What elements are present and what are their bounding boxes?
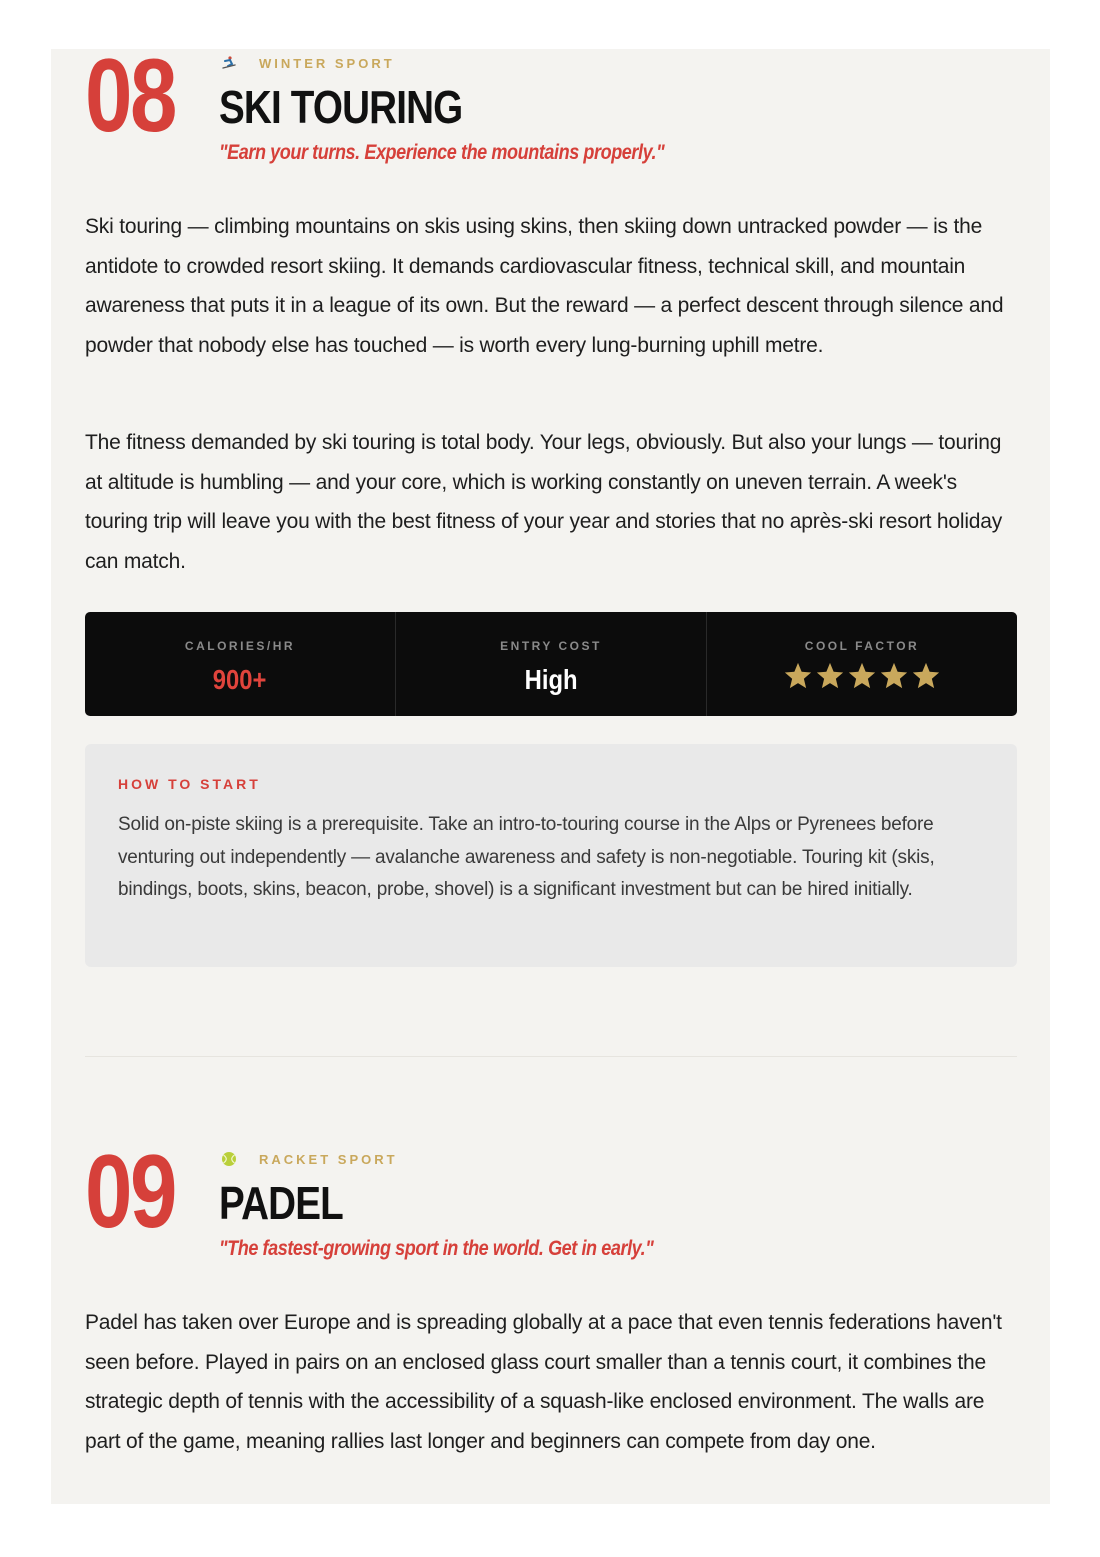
sport-title: PADEL <box>219 1177 343 1229</box>
sport-tagline: "Earn your turns. Experience the mountains properly." <box>219 141 665 164</box>
skier-icon <box>219 53 239 73</box>
category-label: RACKET SPORT <box>259 1151 398 1167</box>
star-rating <box>783 661 941 691</box>
section-number: 09 <box>85 1134 175 1250</box>
star-icon <box>847 661 877 691</box>
how-to-start-text: Solid on-piste skiing is a prerequisite. Take an intro-to-touring course in the Alps or Pyrenees before venturing out independently — avalanche awareness and safety is non-negotiable. Touring kit (skis, bindings, boots, skins, beacon, probe, shovel) is a significant investment but can be hired initially. <box>118 814 935 900</box>
section-header <box>219 53 979 165</box>
star-icon <box>815 661 845 691</box>
star-icon <box>783 661 813 691</box>
body-paragraph: Padel has taken over Europe and is spreading globally at a pace that even tennis federations haven't seen before. Played in pairs on an enclosed glass court smaller than a tennis court, it combines the strategic depth of tennis with the accessibility of a squash-like enclosed environment. The walls are part of the game, meaning rallies last longer and beginners can compete from day one. <box>85 1311 1002 1453</box>
stat-label: ENTRY COST <box>500 639 602 653</box>
stat-entry-cost <box>396 612 707 716</box>
category-row <box>219 53 979 73</box>
category-label: WINTER SPORT <box>259 55 395 71</box>
stat-calories <box>85 612 396 716</box>
stat-value: High <box>524 664 578 695</box>
body-paragraph: Ski touring — climbing mountains on skis using skins, then skiing down untracked powder — is the antidote to crowded resort skiing. It demands cardiovascular fitness, technical skill, and mountain awareness that puts it in a league of its own. But the reward — a perfect descent through silence and powder that nobody else has touched — is worth every lung-burning uphill metre. <box>85 215 1004 357</box>
tennis-ball-icon <box>219 1149 239 1169</box>
section-header <box>219 1149 979 1261</box>
stat-label: CALORIES/HR <box>184 639 296 653</box>
star-icon <box>879 661 909 691</box>
star-icon <box>911 661 941 691</box>
stat-label: COOL FACTOR <box>804 639 920 653</box>
sport-title: SKI TOURING <box>219 81 463 133</box>
stat-value: 900+ <box>213 664 267 695</box>
stats-bar <box>85 612 1017 716</box>
article-page <box>51 49 1050 1504</box>
body-paragraph: The fitness demanded by ski touring is total body. Your legs, obviously. But also your lungs — touring at altitude is humbling — and your core, which is working constantly on uneven terrain. A week's touring trip will leave you with the best fitness of your year and stories that no après-ski resort holiday can match. <box>85 431 1003 573</box>
stat-cool-factor <box>707 612 1017 716</box>
category-row <box>219 1149 979 1169</box>
how-to-start-box <box>85 744 1017 967</box>
sport-tagline: "The fastest-growing sport in the world. Get in early." <box>219 1237 654 1260</box>
section-divider <box>85 1056 1017 1057</box>
section-number: 08 <box>85 49 175 154</box>
how-to-start-label: HOW TO START <box>118 776 261 792</box>
